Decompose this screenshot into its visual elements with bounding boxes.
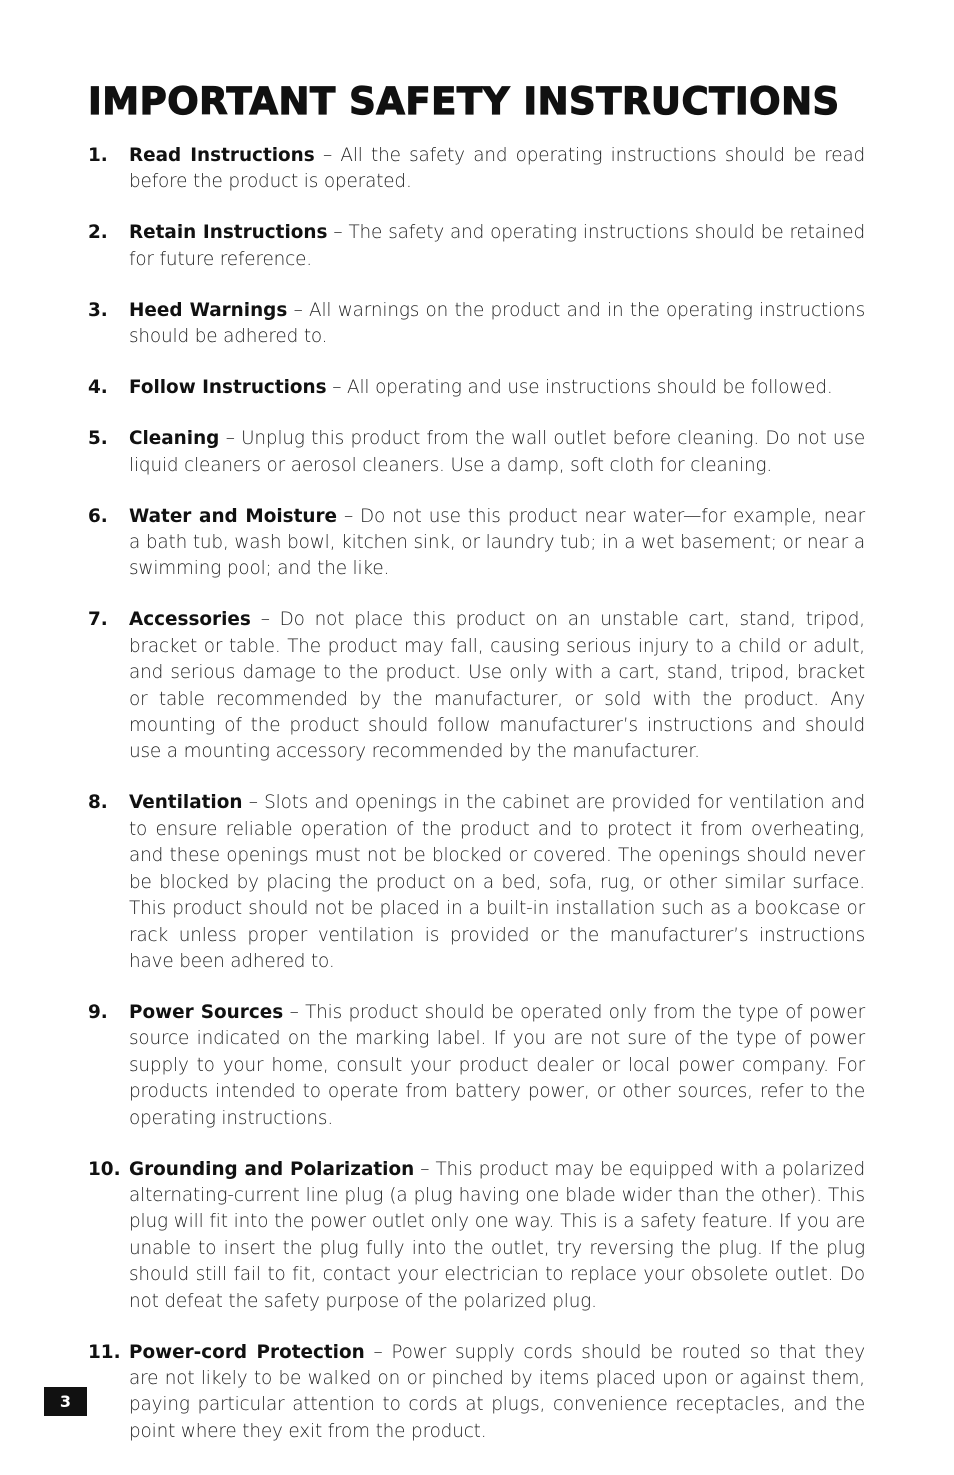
item-separator: – bbox=[414, 1158, 436, 1180]
item-number: 4. bbox=[88, 377, 108, 399]
item-number: 10. bbox=[88, 1158, 121, 1180]
item-separator: – bbox=[337, 505, 360, 527]
instruction-item-4 bbox=[88, 375, 865, 401]
item-number: 11. bbox=[88, 1341, 121, 1363]
item-separator: – bbox=[219, 428, 242, 450]
item-heading: Cleaning bbox=[129, 428, 220, 450]
item-separator: – bbox=[314, 145, 341, 166]
item-number: 8. bbox=[88, 792, 108, 814]
item-text: Unplug this product from the wall outlet before cleaning. Do not use liquid cleaners or aerosol cleaners. Use a damp, soft cloth for cleaning. bbox=[129, 428, 865, 476]
item-separator: – bbox=[287, 299, 310, 321]
item-heading: Grounding and Polarization bbox=[129, 1158, 415, 1180]
item-heading: Read Instructions bbox=[129, 145, 315, 166]
instruction-item-3 bbox=[88, 298, 865, 351]
instruction-item-2 bbox=[88, 220, 865, 273]
item-text: This product should be operated only from the type of power source indicated on the marking label. If you are not sure of the type of power supply to your home, consult your product dealer or local power company. For products intended to operate from battery power, or other sources, refer to the operating instructions. bbox=[129, 1001, 866, 1129]
item-separator: – bbox=[250, 609, 280, 631]
item-text: Power supply cords should be routed so that they are not likely to be walked on or pinched by items placed upon or against them, paying particular attention to cords at plugs, convenience receptacles, and the point where they exit from the product. bbox=[129, 1341, 866, 1442]
item-number: 2. bbox=[88, 222, 108, 244]
item-heading: Heed Warnings bbox=[129, 299, 288, 321]
item-separator: – bbox=[327, 222, 349, 244]
instruction-item-10 bbox=[88, 1157, 865, 1315]
item-heading: Power Sources bbox=[129, 1001, 284, 1023]
page-title: IMPORTANT SAFETY INSTRUCTIONS bbox=[88, 80, 840, 123]
item-text: All the safety and operating instructions should be read before the product is operated. bbox=[129, 145, 866, 193]
item-heading: Power-cord Protection bbox=[129, 1341, 365, 1363]
item-number: 9. bbox=[88, 1001, 108, 1023]
instruction-list bbox=[88, 143, 865, 1470]
item-text: Slots and openings in the cabinet are provided for ventilation and to ensure reliable operation of the product and to protect it from overheating, and these openings must not be blocked or covered. The openings should never be blocked by placing the product on a bed, sofa, rug, or other similar surface. This product should not be placed in a built-in installation such as a bookcase or rack unless proper ventilation is provided or the manufacturer’s instructions have been adhered to. bbox=[129, 792, 866, 972]
instruction-item-1 bbox=[88, 143, 865, 196]
item-number: 3. bbox=[88, 299, 108, 321]
item-text: The safety and operating instructions should be retained for future reference. bbox=[129, 222, 865, 270]
page-number-badge: 3 bbox=[44, 1387, 87, 1416]
item-number: 6. bbox=[88, 505, 108, 527]
item-separator: – bbox=[242, 792, 265, 814]
item-heading: Water and Moisture bbox=[129, 505, 337, 527]
item-separator: – bbox=[326, 377, 348, 399]
instruction-item-11 bbox=[88, 1340, 865, 1446]
item-text: Do not place this product on an unstable cart, stand, tripod, bracket or table. The product may fall, causing serious injury to a child or adult, and serious damage to the product. Use only with a cart, stand, tripod, bracket or table recommended by the manufacturer, or sold with the product. Any mounting of the product should follow manufacturer’s instructions and should use a mounting accessory recommended by the manufacturer. bbox=[129, 609, 865, 763]
item-number: 1. bbox=[88, 145, 108, 166]
instruction-item-6 bbox=[88, 504, 865, 583]
item-heading: Follow Instructions bbox=[129, 377, 327, 399]
instruction-item-8 bbox=[88, 790, 865, 975]
item-text: This product may be equipped with a polarized alternating-current line plug (a plug having one blade wider than the other). This plug will fit into the power outlet only one way. This is a safety feature. If you are unable to insert the plug fully into the outlet, try reversing the plug. If the plug should still fail to fit, contact your electrician to replace your obsolete outlet. Do not defeat the safety purpose of the polarized plug. bbox=[129, 1158, 865, 1312]
item-text: All warnings on the product and in the operating instructions should be adhered to. bbox=[129, 299, 865, 348]
item-text: All operating and use instructions should be followed. bbox=[347, 377, 833, 399]
item-heading: Accessories bbox=[129, 609, 251, 631]
item-separator: – bbox=[283, 1001, 306, 1023]
item-number: 5. bbox=[88, 428, 108, 450]
item-heading: Retain Instructions bbox=[129, 222, 328, 244]
item-separator: – bbox=[364, 1341, 392, 1363]
instruction-item-7 bbox=[88, 607, 865, 765]
item-heading: Ventilation bbox=[129, 792, 243, 814]
item-number: 7. bbox=[88, 609, 108, 631]
item-text: Do not use this product near water—for example, near a bath tub, wash bowl, kitchen sink, or laundry tub; in a wet basement; or near a swimming pool; and the like. bbox=[129, 505, 865, 580]
instruction-item-5 bbox=[88, 426, 865, 479]
instruction-item-9 bbox=[88, 1000, 865, 1132]
